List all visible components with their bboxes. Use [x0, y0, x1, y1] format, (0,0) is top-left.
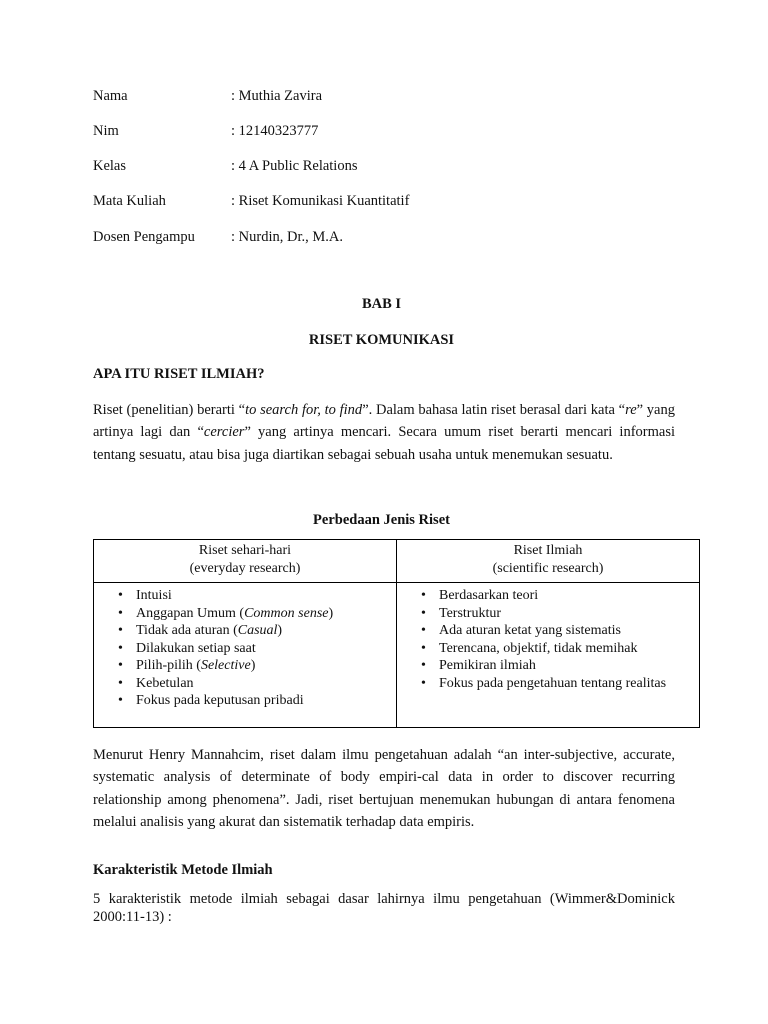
- everyday-cell: [94, 583, 397, 728]
- list-item: [120, 587, 388, 605]
- identity-value: : Muthia Zavira: [231, 88, 323, 104]
- intro-paragraph: [93, 399, 675, 466]
- bullet-icon: •: [118, 605, 123, 621]
- identity-value: : Riset Komunikasi Kuantitatif: [231, 193, 410, 209]
- identity-label: Kelas: [93, 158, 127, 174]
- item-text: Pemikiran ilmiah: [439, 658, 536, 673]
- list-item: [423, 587, 691, 605]
- item-text: Berdasarkan teori: [439, 588, 539, 603]
- item-text: ): [250, 658, 256, 673]
- list-item: [120, 622, 388, 640]
- bullet-icon: •: [118, 588, 123, 603]
- item-text: ): [328, 605, 334, 621]
- table-header-everyday: [94, 540, 397, 583]
- item-text: Terencana, objektif, tidak memihak: [439, 640, 638, 656]
- intro-emphasis: cercier: [203, 424, 245, 441]
- intro-text: ”. Dalam bahasa latin riset berasal dari kata “: [362, 402, 626, 418]
- list-item: [423, 640, 691, 658]
- item-emphasis: Selective: [200, 658, 251, 673]
- header-label: Riset Ilmiah: [513, 543, 583, 558]
- chapter-number: BAB I: [361, 296, 402, 312]
- bullet-icon: •: [421, 623, 426, 638]
- item-text: Pilih-pilih (: [136, 658, 201, 673]
- identity-row-kelas: [93, 157, 700, 175]
- table-header-scientific: [397, 540, 700, 583]
- everyday-list: [102, 587, 388, 710]
- item-text: Intuisi: [136, 588, 172, 603]
- identity-value: : 12140323777: [231, 123, 319, 139]
- bullet-icon: •: [118, 640, 123, 656]
- karakteristik-paragraph: 5 karakteristik metode ilmiah sebagai dasar lahirnya ilmu pengetahuan (Wimmer&Dominick 2000:11-13) :: [93, 891, 675, 925]
- item-text: Anggapan Umum (: [136, 605, 245, 621]
- list-item: [423, 622, 691, 640]
- item-emphasis: Common sense: [244, 605, 329, 621]
- item-text: Fokus pada keputusan pribadi: [136, 693, 304, 708]
- bullet-icon: •: [118, 693, 123, 708]
- list-item: [423, 675, 691, 693]
- item-text: Ada aturan ketat yang sistematis: [439, 623, 621, 638]
- bullet-icon: •: [421, 658, 426, 673]
- bullet-icon: •: [421, 675, 426, 691]
- intro-text: ” yang artinya lagi dan “: [93, 402, 675, 441]
- item-text: Fokus pada pengetahuan tentang realitas: [439, 675, 667, 691]
- intro-emphasis: to search for, to find: [245, 402, 363, 418]
- intro-emphasis: re: [625, 402, 637, 418]
- karakteristik-heading: Karakteristik Metode Ilmiah: [93, 862, 273, 878]
- identity-value: : Nurdin, Dr., M.A.: [231, 229, 343, 245]
- item-text: ): [277, 623, 283, 638]
- identity-label: Mata Kuliah: [93, 193, 166, 209]
- list-item: [120, 692, 388, 710]
- item-emphasis: Casual: [237, 623, 278, 638]
- bullet-icon: •: [118, 658, 123, 673]
- section-title: APA ITU RISET ILMIAH?: [93, 366, 265, 382]
- bullet-icon: •: [118, 623, 123, 638]
- item-text: Kebetulan: [136, 675, 194, 691]
- bullet-icon: •: [421, 588, 426, 603]
- scientific-list: [405, 587, 691, 692]
- item-text: Dilakukan setiap saat: [136, 640, 256, 656]
- header-sublabel: (scientific research): [492, 560, 604, 576]
- list-item: [423, 605, 691, 623]
- list-item: [120, 657, 388, 675]
- header-label: Riset sehari-hari: [198, 543, 292, 558]
- identity-label: Nim: [93, 123, 119, 139]
- list-item: [120, 640, 388, 658]
- list-item: [423, 657, 691, 675]
- mannahcim-paragraph: Menurut Henry Mannahcim, riset dalam ilmu pengetahuan adalah “an inter-subjective, accurate, systematic analysis of determinate of body empiri-cal data in order to discover recurring relationship among phenomena”. Jadi, riset bertujuan menemukan hubungan di antara fenomena melalui analisis yang akurat dan sistematik terhadap data empiris.: [93, 747, 675, 830]
- bullet-icon: •: [421, 640, 426, 656]
- item-text: Tidak ada aturan (: [136, 623, 238, 638]
- intro-text: ” yang artinya mencari. Secara umum riset berarti mencari informasi tentang sesuatu, atau bisa juga diartikan sebagai sebuah usaha untuk menemukan sesuatu.: [93, 424, 675, 463]
- scientific-cell: [397, 583, 700, 728]
- identity-label: Dosen Pengampu: [93, 229, 195, 245]
- header-sublabel: (everyday research): [189, 560, 301, 576]
- item-text: Terstruktur: [439, 605, 502, 621]
- list-item: [120, 675, 388, 693]
- bullet-icon: •: [421, 605, 426, 621]
- intro-text: Riset (penelitian) berarti “: [93, 402, 246, 418]
- identity-label: Nama: [93, 88, 128, 104]
- list-item: [120, 605, 388, 623]
- identity-row-mata-kuliah: [93, 192, 700, 210]
- chapter-title: RISET KOMUNIKASI: [308, 332, 455, 348]
- identity-row-nama: [93, 87, 700, 105]
- table-title: Perbedaan Jenis Riset: [313, 512, 450, 528]
- comparison-table: [93, 539, 700, 728]
- bullet-icon: •: [118, 675, 123, 691]
- identity-row-nim: [93, 122, 700, 140]
- identity-value: : 4 A Public Relations: [231, 158, 358, 174]
- identity-row-dosen: [93, 228, 700, 246]
